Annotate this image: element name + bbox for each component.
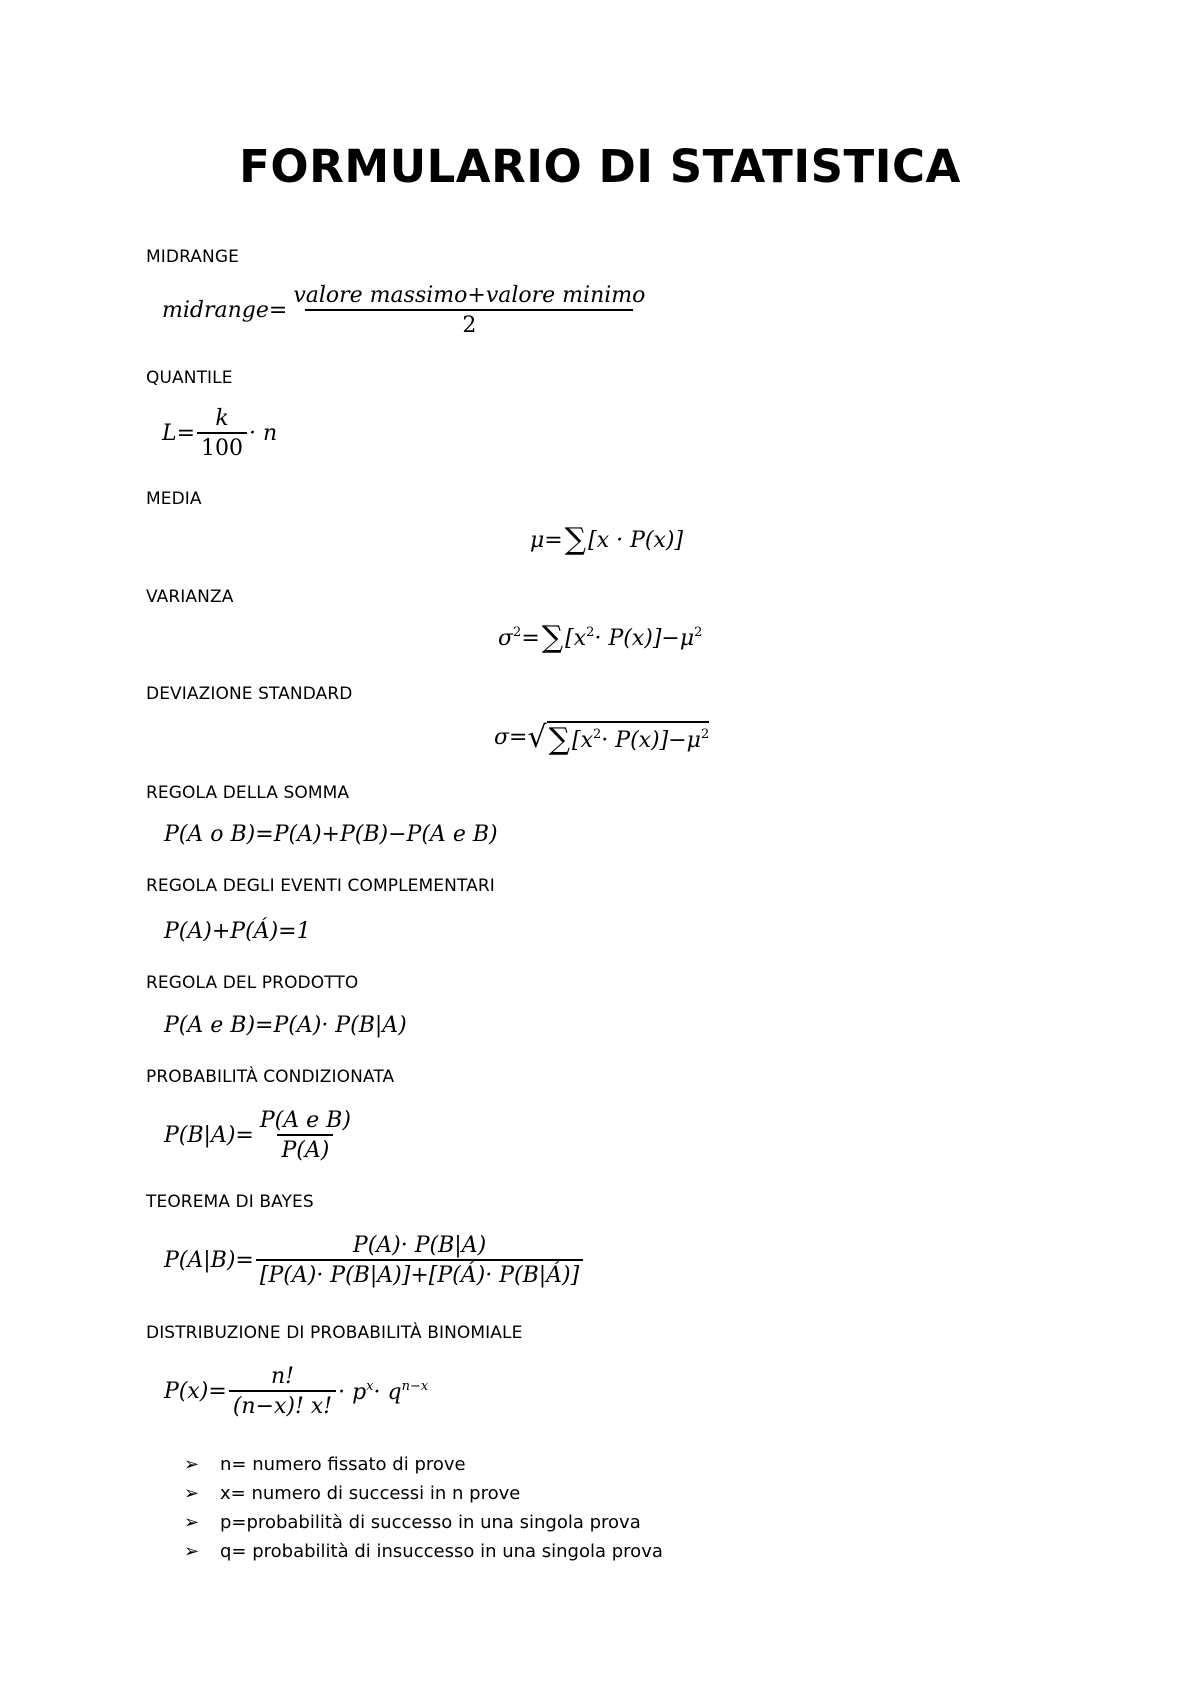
binom-term-q: · $q^{n-x}$: [373, 1378, 429, 1405]
cond-lhs: P(B|A)=: [164, 1123, 254, 1148]
heading-quantile: QUANTILE: [146, 368, 233, 388]
square-root: [527, 720, 709, 755]
dev-term-rest: · $P(x)]-\mu^2$: [601, 726, 710, 753]
formula-midrange: [162, 283, 651, 338]
heading-varianza: VARIANZA: [146, 587, 234, 607]
formula-quantile: [162, 406, 277, 461]
binomial-legend-list: [184, 1450, 663, 1566]
arrowhead-bullet-icon: ➢: [184, 1512, 200, 1533]
midrange-denominator: 2: [305, 309, 633, 338]
arrowhead-bullet-icon: ➢: [184, 1483, 200, 1504]
cond-fraction: [256, 1108, 355, 1163]
heading-condizionata: PROBABILITÀ CONDIZIONATA: [146, 1067, 395, 1087]
formula-somma: P(A o B)=P(A)+P(B)−P(A e B): [164, 822, 498, 847]
quantile-denominator: 100: [197, 432, 247, 461]
binom-term-p: · $p^x$: [338, 1378, 374, 1405]
dev-lhs: σ=: [494, 725, 528, 750]
list-item-text: p=probabilità di successo in una singola prova: [220, 1512, 641, 1533]
sqrt-radicand: [547, 721, 710, 755]
bayes-lhs: P(A|B)=: [164, 1248, 254, 1273]
varianza-lhs: $\sigma^2$: [498, 625, 522, 651]
midrange-lhs: midrange=: [162, 298, 288, 323]
heading-somma: REGOLA DELLA SOMMA: [146, 783, 350, 803]
bayes-denominator: [P(A)· P(B|A)]+[P(Á)· P(B|Á)]: [256, 1259, 583, 1288]
quantile-rhs: · n: [249, 421, 278, 446]
dev-term-x: [$x^2$: [572, 726, 602, 753]
arrowhead-bullet-icon: ➢: [184, 1541, 200, 1562]
heading-midrange: MIDRANGE: [146, 247, 239, 267]
quantile-lhs: L=: [162, 421, 196, 446]
media-rhs: [x · P(x)]: [588, 527, 684, 553]
heading-deviazione: DEVIAZIONE STANDARD: [146, 684, 353, 704]
list-item-text: n= numero fissato di prove: [220, 1454, 466, 1475]
binom-lhs: P(x)=: [164, 1379, 227, 1404]
quantile-fraction: [197, 406, 247, 461]
heading-bayes: TEOREMA DI BAYES: [146, 1192, 314, 1212]
binom-numerator: n!: [270, 1364, 294, 1389]
list-item-text: x= numero di successi in n prove: [220, 1483, 521, 1504]
sum-icon: ∑: [541, 620, 564, 655]
sum-icon: ∑: [548, 721, 570, 757]
media-lhs: μ=: [530, 527, 563, 553]
page-title: FORMULARIO DI STATISTICA: [239, 140, 961, 193]
midrange-numerator: valore massimo+valore minimo: [293, 283, 646, 308]
formula-condizionata: [164, 1108, 357, 1163]
formula-bayes: [164, 1233, 585, 1288]
heading-complementari: REGOLA DEGLI EVENTI COMPLEMENTARI: [146, 876, 495, 896]
cond-denominator: P(A): [277, 1134, 333, 1163]
quantile-numerator: k: [215, 406, 229, 431]
formula-media: [530, 522, 684, 557]
bayes-numerator: P(A)· P(B|A): [352, 1233, 487, 1258]
list-item: [184, 1479, 663, 1508]
list-item: [184, 1537, 663, 1566]
binom-denominator: (n−x)! x!: [229, 1390, 336, 1419]
formula-binomiale: [164, 1364, 428, 1419]
list-item-text: q= probabilità di insuccesso in una singola prova: [220, 1541, 663, 1562]
heading-prodotto: REGOLA DEL PRODOTTO: [146, 973, 359, 993]
varianza-term-rest: · $P(x)]-\mu^2$: [594, 625, 703, 651]
sqrt-icon: √: [527, 720, 547, 755]
list-item: [184, 1508, 663, 1537]
formula-varianza: [498, 620, 703, 655]
formula-deviazione: [494, 720, 709, 755]
varianza-equals: =: [521, 625, 540, 651]
binom-fraction: [229, 1364, 336, 1419]
cond-numerator: P(A e B): [259, 1108, 351, 1133]
bayes-fraction: [256, 1233, 583, 1288]
heading-binomiale: DISTRIBUZIONE DI PROBABILITÀ BINOMIALE: [146, 1323, 523, 1343]
varianza-term-x: [$x^2$: [565, 625, 595, 651]
arrowhead-bullet-icon: ➢: [184, 1454, 200, 1475]
list-item: [184, 1450, 663, 1479]
formula-prodotto: P(A e B)=P(A)· P(B|A): [164, 1013, 407, 1038]
midrange-fraction: [289, 283, 649, 338]
formula-complementari: P(A)+P(Á)=1: [164, 919, 311, 944]
sum-icon: ∑: [564, 522, 587, 557]
heading-media: MEDIA: [146, 489, 202, 509]
